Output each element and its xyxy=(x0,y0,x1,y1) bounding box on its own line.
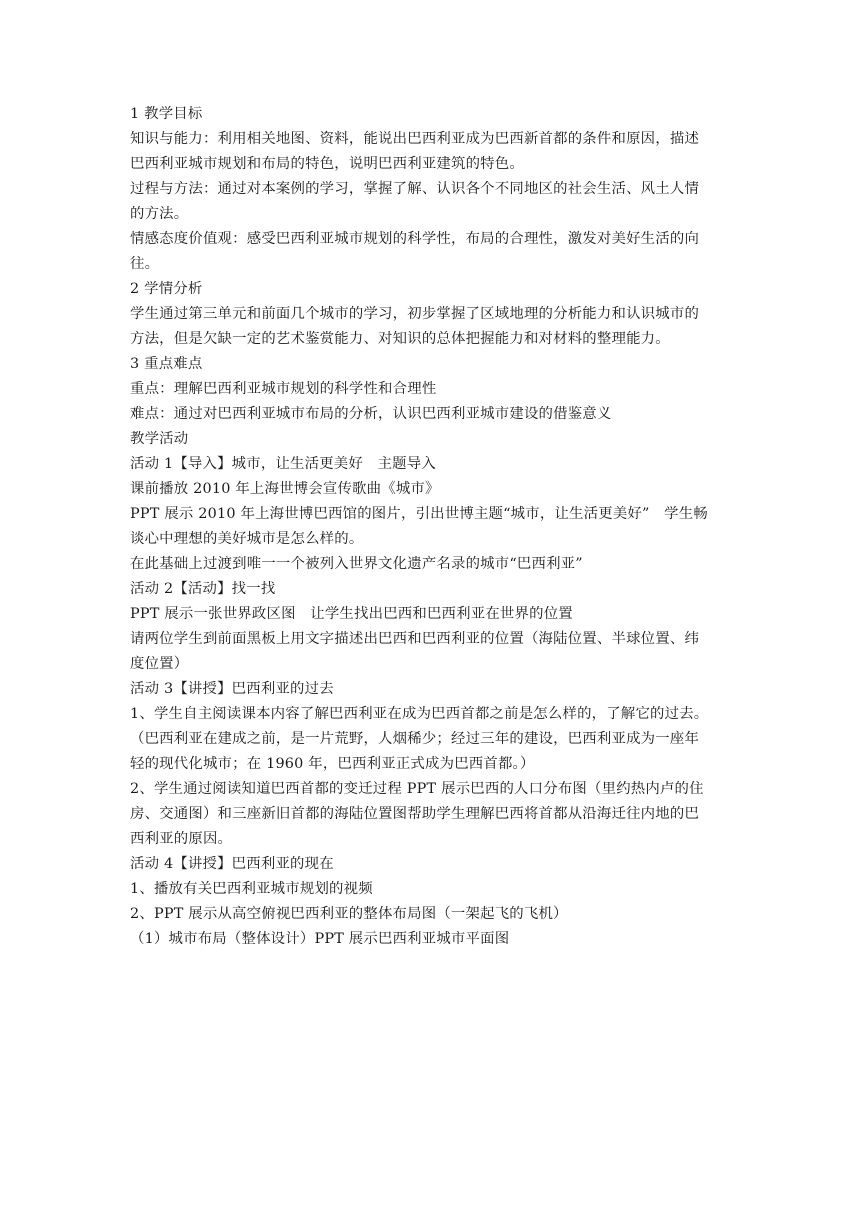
text-line: PPT 展示 2010 年上海世博巴西馆的图片，引出世博主题“城市，让生活更美好” 学生畅 xyxy=(130,506,708,522)
text-line: 2、PPT 展示从高空俯视巴西利亚的整体布局图（一架起飞的飞机） xyxy=(130,906,568,922)
text-line: 1、播放有关巴西利亚城市规划的视频 xyxy=(130,881,373,897)
text-line: 活动 1【导入】城市，让生活更美好 主题导入 xyxy=(130,456,436,472)
text-line: 活动 2【活动】找一找 xyxy=(130,581,276,597)
text-line: 房、交通图）和三座新旧首都的海陆位置图帮助学生理解巴西将首都从沿海迁往内地的巴 xyxy=(130,806,700,822)
text-line: 往。 xyxy=(130,256,160,272)
text-line: 情感态度价值观：感受巴西利亚城市规划的科学性，布局的合理性，激发对美好生活的向 xyxy=(130,231,700,247)
text-line: 3 重点难点 xyxy=(130,356,203,372)
text-line: 1 教学目标 xyxy=(130,106,203,122)
text-line: 课前播放 2010 年上海世博会宣传歌曲《城市》 xyxy=(130,481,440,497)
text-line: 的方法。 xyxy=(130,206,189,222)
document-body xyxy=(130,102,730,952)
text-line: 在此基础上过渡到唯一一个被列入世界文化遗产名录的城市“巴西利亚” xyxy=(130,556,583,572)
text-line: 度位置） xyxy=(130,656,189,672)
text-line: 活动 3【讲授】巴西利亚的过去 xyxy=(130,681,334,697)
text-line: （1）城市布局（整体设计）PPT 展示巴西利亚城市平面图 xyxy=(130,931,510,947)
text-line: 请两位学生到前面黑板上用文字描述出巴西和巴西利亚的位置（海陆位置、半球位置、纬 xyxy=(130,631,700,647)
text-line: 巴西利亚城市规划和布局的特色，说明巴西利亚建筑的特色。 xyxy=(130,156,524,172)
text-line: PPT 展示一张世界政区图 让学生找出巴西和巴西利亚在世界的位置 xyxy=(130,606,573,622)
text-line: 难点：通过对巴西利亚城市布局的分析，认识巴西利亚城市建设的借鉴意义 xyxy=(130,406,612,422)
text-line: 轻的现代化城市；在 1960 年，巴西利亚正式成为巴西首都。） xyxy=(130,756,535,772)
text-line: 过程与方法：通过对本案例的学习，掌握了解、认识各个不同地区的社会生活、风土人情 xyxy=(130,181,700,197)
text-line: 谈心中理想的美好城市是怎么样的。 xyxy=(130,531,364,547)
text-line: 重点：理解巴西利亚城市规划的科学性和合理性 xyxy=(130,381,437,397)
text-line: 西利亚的原因。 xyxy=(130,831,233,847)
text-line: 教学活动 xyxy=(130,431,189,447)
text-line: 活动 4【讲授】巴西利亚的现在 xyxy=(130,856,334,872)
text-line: 2、学生通过阅读知道巴西首都的变迁过程 PPT 展示巴西的人口分布图（里约热内卢的住 xyxy=(130,781,704,797)
text-line: 1、学生自主阅读课本内容了解巴西利亚在成为巴西首都之前是怎么样的，了解它的过去。 xyxy=(130,706,709,722)
text-line: 方法，但是欠缺一定的艺术鉴赏能力、对知识的总体把握能力和对材料的整理能力。 xyxy=(130,331,670,347)
text-line: 知识与能力：利用相关地图、资料，能说出巴西利亚成为巴西新首都的条件和原因，描述 xyxy=(130,131,700,147)
text-line: （巴西利亚在建成之前，是一片荒野，人烟稀少；经过三年的建设，巴西利亚成为一座年 xyxy=(130,731,700,747)
text-line: 学生通过第三单元和前面几个城市的学习，初步掌握了区域地理的分析能力和认识城市的 xyxy=(130,306,700,322)
text-line: 2 学情分析 xyxy=(130,281,203,297)
